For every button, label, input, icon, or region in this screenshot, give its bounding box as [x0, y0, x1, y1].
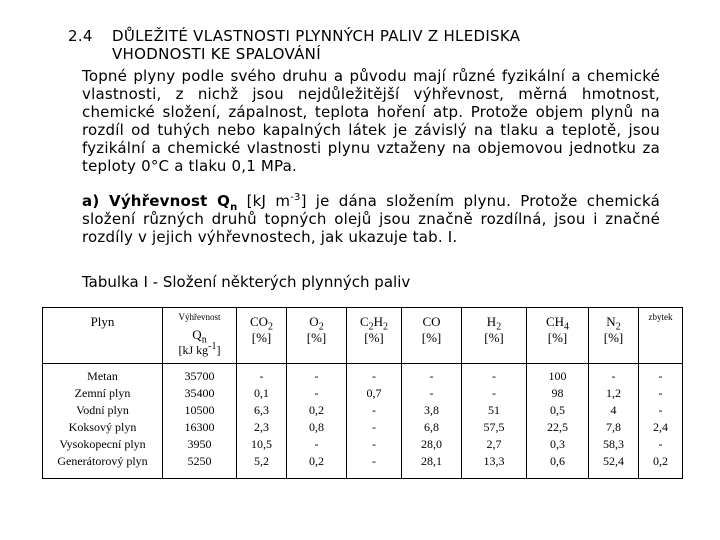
section-number: 2.4 — [68, 27, 93, 45]
header-plyn: Plyn — [43, 308, 163, 364]
cell-n2-5: 52,4 — [603, 454, 624, 468]
intro-paragraph: Topné plyny podle svého druhu a původu mají různé fyzikální a chemické vlastnosti, z nichž jsou nejdůležitější výhřevnost, měrná hmotnost, chemické složení, zápalnost, teplota hoření atp. Protože objem plynů na rozdíl od tuhých nebo kapalných látek je závislý na tlaku a teplotě, jsou fyzikální a chemické vlastnosti plynu vztaženy na objemovou jednotku za teploty 0°C a tlaku 0,1 MPa. — [82, 67, 660, 175]
heading-line-1: DŮLEŽITÉ VLASTNOSTI PLYNNÝCH PALIV Z HLEDISKA — [112, 27, 521, 45]
header-co: CO [%] — [402, 308, 462, 364]
cell-co-5: 28,1 — [421, 454, 442, 468]
heating-value-unit: [kJ m — [237, 192, 291, 210]
cell-plyn-2: Vodní plyn — [76, 403, 129, 417]
header-n2: $N_2$ [%] — [589, 308, 639, 364]
cell-plyn-4: Vysokopecní plyn — [59, 437, 146, 451]
cell-zbytek-1: - — [658, 386, 663, 400]
col-plyn — [43, 364, 163, 479]
col-n2 — [589, 364, 639, 479]
cell-c2h2-3: - — [372, 420, 376, 434]
header-co2: $CO_2$ [%] — [237, 308, 287, 364]
cell-h2-1: - — [492, 386, 496, 400]
cell-ch4-2: 0,5 — [550, 403, 565, 417]
table-data-row — [43, 364, 683, 479]
cell-n2-0: - — [611, 369, 616, 383]
header-c2h2: $C_2H_2$ [%] — [347, 308, 402, 364]
cell-co-4: 28,0 — [421, 437, 442, 451]
cell-vyhrevnost-5: 5250 — [187, 454, 212, 468]
col-zbytek — [639, 364, 683, 479]
cell-n2-3: 7,8 — [606, 420, 621, 434]
cell-o2-3: 0,8 — [309, 420, 324, 434]
col-co2 — [237, 364, 287, 479]
header-zbytek: zbytek — [639, 308, 683, 364]
cell-vyhrevnost-3: 16300 — [184, 420, 215, 434]
cell-h2-0: - — [492, 369, 496, 383]
cell-co-1: - — [429, 386, 434, 400]
cell-c2h2-1: 0,7 — [366, 386, 382, 400]
section-heading — [68, 27, 708, 63]
cell-plyn-3: Koksový plyn — [68, 420, 137, 434]
cell-c2h2-0: - — [372, 369, 376, 383]
cell-plyn-5: Generátorový plyn — [57, 454, 148, 468]
cell-o2-4: - — [314, 437, 319, 451]
cell-ch4-1: 98 — [551, 386, 564, 400]
cell-n2-1: 1,2 — [606, 386, 621, 400]
header-o2: $O_2$ [%] — [287, 308, 347, 364]
cell-vyhrevnost-1: 35400 — [184, 386, 215, 400]
cell-c2h2-5: - — [372, 454, 376, 468]
col-ch4 — [527, 364, 589, 479]
heating-value-label-sub: n — [230, 202, 238, 213]
cell-h2-4: 2,7 — [486, 437, 502, 451]
cell-co-3: 6,8 — [424, 420, 439, 434]
cell-zbytek-5: 0,2 — [653, 454, 668, 468]
col-vyhrevnost — [163, 364, 237, 479]
cell-vyhrevnost-2: 10500 — [184, 403, 215, 417]
heating-value-unit-sup: -3 — [290, 192, 301, 203]
heating-value-text: ] je dána složením plynu. Protože chemická složení různých druhů topných olejů jsou značně rozdílná, jsou i značné rozdíly v jejich výhřevnostech, jak ukazuje tab. I. — [82, 192, 661, 246]
cell-vyhrevnost-4: 3950 — [187, 437, 212, 451]
cell-o2-1: - — [314, 386, 319, 400]
header-h2: $H_2$ [%] — [462, 308, 527, 364]
cell-co2-1: 0,1 — [254, 386, 269, 400]
cell-zbytek-2: - — [658, 403, 663, 417]
cell-zbytek-0: - — [658, 369, 663, 383]
col-co — [402, 364, 462, 479]
cell-co2-0: - — [259, 369, 264, 383]
cell-plyn-1: Zemní plyn — [74, 386, 131, 400]
cell-n2-2: 4 — [610, 403, 617, 417]
cell-ch4-5: 0,6 — [550, 454, 565, 468]
heating-value-paragraph — [82, 192, 660, 246]
cell-o2-2: 0,2 — [309, 403, 324, 417]
cell-co-0: - — [429, 369, 434, 383]
cell-c2h2-2: - — [372, 403, 376, 417]
cell-h2-5: 13,3 — [483, 454, 505, 468]
cell-zbytek-3: 2,4 — [653, 420, 668, 434]
heating-value-label: a) Výhřevnost Q — [82, 192, 231, 210]
col-h2 — [462, 364, 527, 479]
col-o2 — [287, 364, 347, 479]
cell-plyn-0: Metan — [87, 369, 118, 383]
cell-co2-2: 6,3 — [254, 403, 269, 417]
cell-co2-5: 5,2 — [254, 454, 269, 468]
gas-composition-table — [42, 307, 683, 479]
cell-c2h2-4: - — [372, 437, 376, 451]
cell-co-2: 3,8 — [424, 403, 439, 417]
cell-o2-0: - — [314, 369, 319, 383]
col-c2h2 — [347, 364, 402, 479]
cell-co2-4: 10,5 — [251, 437, 272, 451]
cell-co2-3: 2,3 — [254, 420, 269, 434]
cell-o2-5: 0,2 — [309, 454, 324, 468]
cell-ch4-3: 22,5 — [547, 420, 568, 434]
cell-h2-3: 57,5 — [483, 420, 505, 434]
cell-zbytek-4: - — [658, 437, 663, 451]
header-ch4: $CH_4$ [%] — [527, 308, 589, 364]
cell-h2-2: 51 — [488, 403, 500, 417]
cell-vyhrevnost-0: 35700 — [184, 369, 215, 383]
cell-ch4-4: 0,3 — [550, 437, 565, 451]
cell-n2-4: 58,3 — [603, 437, 624, 451]
table-header-row — [43, 308, 683, 364]
header-vyhrevnost: Výhřevnost $Q_n$ [kJ $kg^{-1}$] — [163, 308, 237, 364]
cell-ch4-0: 100 — [548, 369, 567, 383]
heading-line-2: VHODNOSTI KE SPALOVÁNÍ — [112, 45, 321, 63]
table-caption: Tabulka I - Složení některých plynných paliv — [82, 273, 411, 291]
